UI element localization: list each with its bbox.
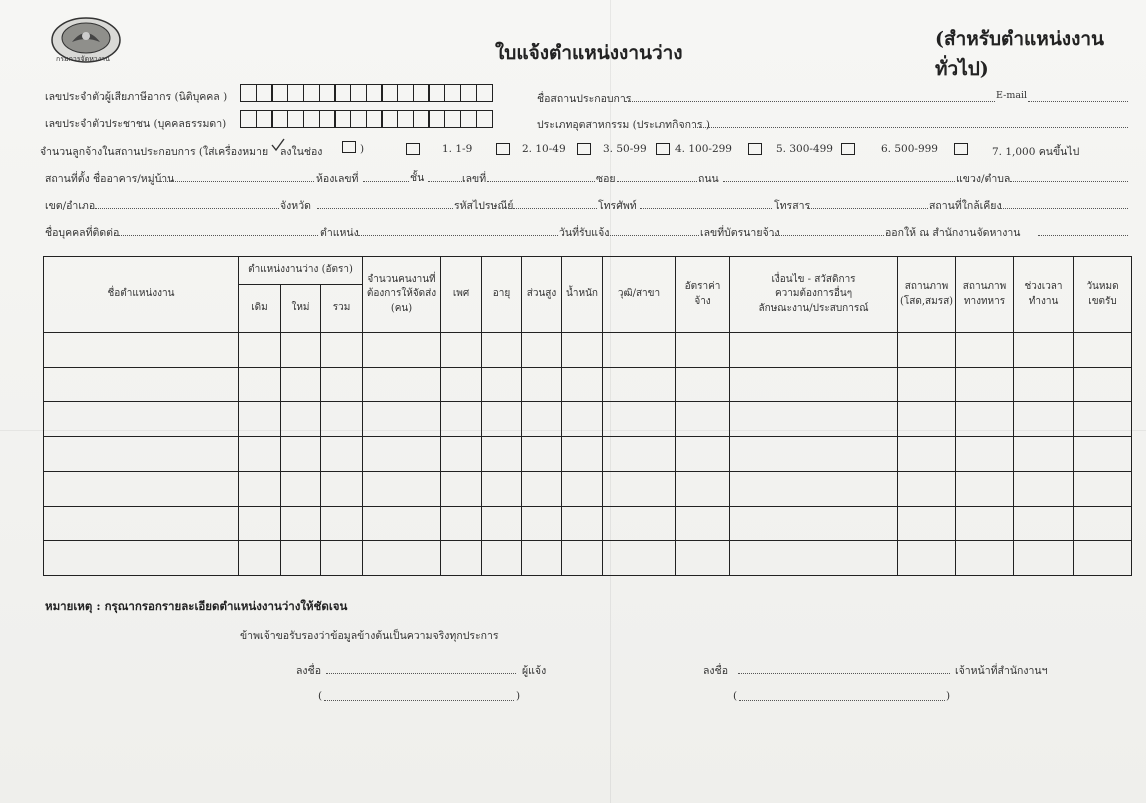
officer-signature-field[interactable] (738, 673, 950, 674)
table-row (44, 402, 1132, 437)
col-wage: อัตราค่าจ้าง (676, 257, 730, 333)
email-label: E-mail (996, 90, 1028, 101)
col-original: เดิม (239, 285, 281, 333)
table-cell[interactable] (956, 437, 1014, 472)
table-cell[interactable] (482, 471, 522, 506)
col-hours-line2: ทำงาน (1028, 295, 1059, 307)
col-military-line1: สถานภาพ (962, 281, 1007, 292)
table-cell[interactable] (522, 541, 562, 576)
table-cell[interactable] (522, 402, 562, 437)
table-cell[interactable] (482, 541, 522, 576)
province-field[interactable] (317, 208, 453, 209)
table-cell[interactable] (1074, 471, 1132, 506)
table-cell[interactable] (44, 541, 239, 576)
size-option-3: 3. 50-99 (603, 143, 647, 155)
col-total: รวม (321, 285, 363, 333)
table-cell[interactable] (281, 437, 321, 472)
table-cell[interactable] (603, 333, 676, 368)
certification-text: ข้าพเจ้าขอรับรองว่าข้อมูลข้างต้นเป็นความจริงทุกประการ (240, 630, 499, 642)
col-expiry-line2: เขตรับ (1088, 295, 1117, 307)
col-vacancy-group: ตำแหน่งงานว่าง (อัตรา) (239, 257, 363, 285)
officer-paren-close: ) (946, 690, 951, 702)
business-name-field[interactable] (625, 101, 995, 102)
landmark-field[interactable] (1000, 208, 1128, 209)
table-cell[interactable] (1074, 333, 1132, 368)
table-cell[interactable] (956, 471, 1014, 506)
officer-paren-open: ( (733, 690, 738, 702)
sign-label-reporter: ลงชื่อ (296, 665, 321, 677)
col-marital-line2: (โสด,สมรส) (899, 295, 954, 307)
table-cell[interactable] (562, 437, 603, 472)
size-checkbox-6[interactable] (841, 143, 855, 155)
table-cell[interactable] (898, 541, 956, 576)
table-cell[interactable] (730, 437, 898, 472)
employees-close-paren: ) (360, 143, 365, 155)
table-cell[interactable] (363, 333, 441, 368)
col-conditions-line3: ลักษณะงาน/ประสบการณ์ (758, 302, 869, 314)
table-cell[interactable] (676, 333, 730, 368)
col-hours (1014, 257, 1074, 333)
table-cell[interactable] (562, 402, 603, 437)
table-cell[interactable] (603, 437, 676, 472)
table-cell[interactable] (281, 471, 321, 506)
seal-caption: กรมการจัดหางาน (56, 55, 110, 63)
table-cell[interactable] (562, 471, 603, 506)
size-option-6: 6. 500-999 (881, 143, 938, 155)
reporter-name-field[interactable] (324, 700, 514, 701)
col-expiry (1074, 257, 1132, 333)
table-cell[interactable] (321, 471, 363, 506)
table-cell[interactable] (562, 506, 603, 541)
form-subtitle: (สำหรับตำแหน่งงานทั่วไป) (935, 28, 1105, 80)
soi-field[interactable] (617, 181, 697, 182)
subdistrict-field[interactable] (1010, 181, 1128, 182)
reporter-paren-open: ( (318, 690, 323, 702)
number-field[interactable] (487, 181, 595, 182)
table-row (44, 541, 1132, 576)
employer-id-field[interactable] (772, 235, 884, 236)
table-cell[interactable] (321, 367, 363, 402)
col-military-line2: ทางทหาร (963, 295, 1006, 307)
date-label: วันที่รับแจ้ง (559, 227, 610, 239)
landmark-label: สถานที่ใกล้เคียง (929, 200, 1002, 212)
table-cell[interactable] (44, 367, 239, 402)
floor-label: ชั้น (410, 172, 425, 184)
col-needed-line1: จำนวนคนงานที่ (367, 273, 436, 285)
size-checkbox-1[interactable] (406, 143, 420, 155)
room-field[interactable] (363, 181, 409, 182)
industry-field[interactable] (693, 127, 1128, 128)
table-cell[interactable] (956, 333, 1014, 368)
table-cell[interactable] (321, 506, 363, 541)
table-cell[interactable] (676, 367, 730, 402)
district-label: เขต/อำเภอ (45, 200, 96, 212)
table-cell[interactable] (281, 402, 321, 437)
table-cell[interactable] (1014, 333, 1074, 368)
table-cell[interactable] (441, 471, 482, 506)
email-field[interactable] (1028, 101, 1128, 102)
table-cell[interactable] (363, 402, 441, 437)
table-cell[interactable] (522, 367, 562, 402)
col-height: ส่วนสูง (522, 257, 562, 333)
reporter-signature-field[interactable] (326, 673, 516, 674)
col-age: อายุ (482, 257, 522, 333)
fax-label: โทรสาร (774, 200, 811, 212)
table-row (44, 367, 1132, 402)
floor-field[interactable] (428, 181, 462, 182)
table-cell[interactable] (956, 402, 1014, 437)
col-expiry-line1: วันหมด (1086, 281, 1119, 292)
size-checkbox-4[interactable] (656, 143, 670, 155)
table-cell[interactable] (1014, 541, 1074, 576)
table-cell[interactable] (730, 471, 898, 506)
table-cell[interactable] (956, 367, 1014, 402)
size-option-2: 2. 10-49 (522, 143, 566, 155)
table-cell[interactable] (44, 437, 239, 472)
table-cell[interactable] (1074, 402, 1132, 437)
table-cell[interactable] (44, 402, 239, 437)
table-cell[interactable] (281, 506, 321, 541)
citizen-id-boxes[interactable] (240, 110, 491, 128)
col-education: วุฒิ/สาขา (603, 257, 676, 333)
issued-label: ออกให้ ณ สำนักงานจัดหางาน (885, 227, 1021, 239)
table-cell[interactable] (522, 471, 562, 506)
table-cell[interactable] (562, 333, 603, 368)
phone-label: โทรศัพท์ (598, 200, 637, 212)
size-option-5: 5. 300-499 (776, 143, 833, 155)
table-cell[interactable] (1014, 402, 1074, 437)
table-cell[interactable] (441, 506, 482, 541)
table-cell[interactable] (603, 367, 676, 402)
citizen-id-label: เลขประจำตัวประชาชน (บุคคลธรรมดา) (45, 118, 227, 130)
table-cell[interactable] (239, 367, 281, 402)
table-cell[interactable] (730, 541, 898, 576)
district-field[interactable] (95, 208, 279, 209)
table-cell[interactable] (239, 471, 281, 506)
col-position-name: ชื่อตำแหน่งงาน (44, 257, 239, 333)
table-cell[interactable] (239, 402, 281, 437)
table-cell[interactable] (363, 437, 441, 472)
table-cell[interactable] (603, 471, 676, 506)
col-weight: น้ำหนัก (562, 257, 603, 333)
table-cell[interactable] (441, 541, 482, 576)
table-row (44, 506, 1132, 541)
col-military (956, 257, 1014, 333)
table-cell[interactable] (321, 437, 363, 472)
table-cell[interactable] (730, 333, 898, 368)
col-new: ใหม่ (281, 285, 321, 333)
table-cell[interactable] (239, 333, 281, 368)
table-cell[interactable] (363, 506, 441, 541)
table-cell[interactable] (562, 541, 603, 576)
table-cell[interactable] (482, 506, 522, 541)
col-conditions (730, 257, 898, 333)
size-checkbox-7[interactable] (954, 143, 968, 155)
table-cell[interactable] (321, 333, 363, 368)
table-cell[interactable] (44, 333, 239, 368)
position-label: ตำแหน่ง (320, 227, 359, 239)
tax-id-label: เลขประจำตัวผู้เสียภาษีอากร (นิติบุคคล ) (45, 91, 228, 103)
table-cell[interactable] (441, 437, 482, 472)
table-cell[interactable] (441, 367, 482, 402)
room-label: ห้องเลขที่ (316, 173, 359, 185)
business-name-label: ชื่อสถานประกอบการ (537, 93, 632, 105)
employees-label: จำนวนลูกจ้างในสถานประกอบการ (ใส่เครื่องหมาย (40, 146, 269, 158)
address-label: สถานที่ตั้ง ชื่ออาคาร/หมู่บ้าน (45, 173, 175, 185)
fax-field[interactable] (808, 208, 928, 209)
table-cell[interactable] (1014, 437, 1074, 472)
tax-id-boxes[interactable] (240, 84, 491, 102)
table-row (44, 437, 1132, 472)
table-cell[interactable] (482, 437, 522, 472)
table-cell[interactable] (482, 402, 522, 437)
table-cell[interactable] (441, 402, 482, 437)
table-cell[interactable] (239, 437, 281, 472)
col-hours-line1: ช่วงเวลา (1024, 281, 1063, 292)
table-cell[interactable] (44, 506, 239, 541)
table-cell[interactable] (898, 437, 956, 472)
reporter-paren-close: ) (516, 690, 521, 702)
reporter-label: ผู้แจ้ง (522, 665, 547, 677)
table-row (44, 471, 1132, 506)
table-cell[interactable] (898, 402, 956, 437)
table-cell[interactable] (730, 367, 898, 402)
officer-name-field[interactable] (739, 700, 945, 701)
issued-field[interactable] (1038, 235, 1128, 236)
table-cell[interactable] (522, 506, 562, 541)
subdistrict-label: แขวง/ตำบล (956, 173, 1011, 185)
table-cell[interactable] (562, 367, 603, 402)
size-option-7: 7. 1,000 คนขึ้นไป (992, 146, 1080, 158)
table-cell[interactable] (676, 437, 730, 472)
contact-label: ชื่อบุคคลที่ติดต่อ (45, 227, 120, 239)
road-field[interactable] (723, 181, 955, 182)
table-cell[interactable] (281, 333, 321, 368)
table-cell[interactable] (321, 402, 363, 437)
table-cell[interactable] (281, 541, 321, 576)
table-cell[interactable] (730, 506, 898, 541)
table-cell[interactable] (1074, 541, 1132, 576)
postcode-label: รหัสไปรษณีย์ (454, 200, 514, 212)
table-cell[interactable] (321, 541, 363, 576)
col-marital (898, 257, 956, 333)
table-cell[interactable] (603, 402, 676, 437)
table-cell[interactable] (1074, 506, 1132, 541)
form-title: ใบแจ้งตำแหน่งงานว่าง (495, 42, 683, 64)
soi-label: ซอย (596, 173, 616, 185)
table-cell[interactable] (363, 471, 441, 506)
size-checkbox-3[interactable] (577, 143, 591, 155)
size-option-1: 1. 1-9 (442, 143, 473, 155)
col-needed (363, 257, 441, 333)
industry-label: ประเภทอุตสาหกรรม (ประเภทกิจการ ) (537, 119, 710, 131)
table-cell[interactable] (1014, 367, 1074, 402)
table-cell[interactable] (239, 541, 281, 576)
size-checkbox-2[interactable] (496, 143, 510, 155)
table-row (44, 333, 1132, 368)
table-cell[interactable] (603, 506, 676, 541)
sign-label-officer: ลงชื่อ (703, 665, 728, 677)
table-cell[interactable] (363, 367, 441, 402)
table-cell[interactable] (44, 471, 239, 506)
table-cell[interactable] (239, 506, 281, 541)
size-checkbox-5[interactable] (748, 143, 762, 155)
col-needed-line2: ต้องการให้จัดส่ง (366, 288, 437, 300)
phone-field[interactable] (640, 208, 772, 209)
employer-id-label: เลขที่บัตรนายจ้าง (700, 227, 780, 239)
col-needed-line3: (คน) (390, 302, 413, 314)
table-cell[interactable] (363, 541, 441, 576)
col-conditions-line1: เงื่อนไข - สวัสดิการ (771, 273, 856, 285)
table-cell[interactable] (522, 437, 562, 472)
employees-label-tail: ลงในช่อง (280, 146, 323, 158)
size-option-4: 4. 100-299 (675, 143, 732, 155)
table-cell[interactable] (730, 402, 898, 437)
table-cell[interactable] (1074, 367, 1132, 402)
contact-field[interactable] (118, 235, 318, 236)
table-cell[interactable] (281, 367, 321, 402)
table-cell[interactable] (676, 506, 730, 541)
col-conditions-line2: ความต้องการอื่นๆ (774, 288, 853, 300)
table-cell[interactable] (956, 541, 1014, 576)
table-cell[interactable] (956, 506, 1014, 541)
col-marital-line1: สถานภาพ (904, 281, 949, 292)
table-cell[interactable] (522, 333, 562, 368)
table-cell[interactable] (1014, 471, 1074, 506)
table-cell[interactable] (898, 333, 956, 368)
table-cell[interactable] (482, 367, 522, 402)
table-cell[interactable] (603, 541, 676, 576)
table-cell[interactable] (676, 471, 730, 506)
table-cell[interactable] (898, 471, 956, 506)
number-label: เลขที่ (462, 173, 487, 185)
sample-checkbox (342, 141, 356, 153)
table-cell[interactable] (441, 333, 482, 368)
table-cell[interactable] (482, 333, 522, 368)
table-cell[interactable] (898, 367, 956, 402)
road-label: ถนน (698, 173, 719, 185)
vacancy-table (43, 256, 1132, 576)
officer-label: เจ้าหน้าที่สำนักงานฯ (955, 665, 1048, 677)
date-field[interactable] (607, 235, 699, 236)
address-field[interactable] (160, 181, 314, 182)
col-gender: เพศ (441, 257, 482, 333)
province-label: จังหวัด (280, 200, 311, 212)
table-cell[interactable] (1074, 437, 1132, 472)
table-cell[interactable] (1014, 506, 1074, 541)
table-cell[interactable] (676, 402, 730, 437)
position-field[interactable] (358, 235, 558, 236)
table-cell[interactable] (898, 506, 956, 541)
form-note: หมายเหตุ : กรุณากรอกรายละเอียดตำแหน่งงานว่างให้ชัดเจน (45, 599, 348, 613)
postcode-field[interactable] (513, 208, 597, 209)
table-cell[interactable] (676, 541, 730, 576)
